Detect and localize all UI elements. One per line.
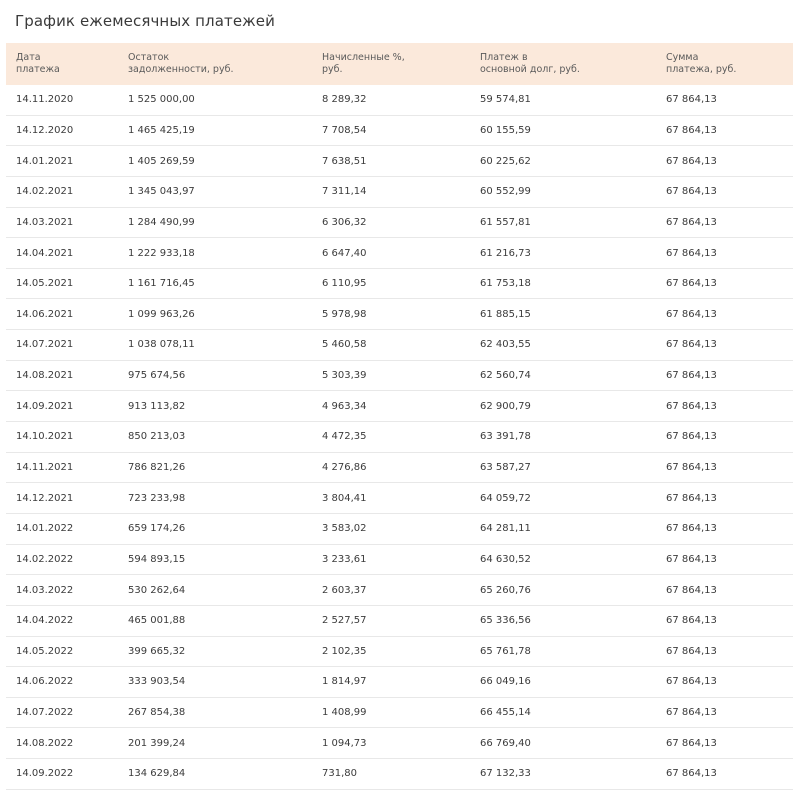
table-row xyxy=(6,146,793,177)
cell-accrued-interest: 7 311,14 xyxy=(322,186,367,198)
cell-principal-payment: 61 557,81 xyxy=(480,216,531,228)
cell-principal-payment: 64 630,52 xyxy=(480,553,531,565)
cell-accrued-interest: 3 804,41 xyxy=(322,492,367,504)
cell-total-payment: 67 864,13 xyxy=(666,523,717,535)
header-principal-payment: Платеж в основной долг, руб. xyxy=(480,52,580,75)
cell-principal-payment: 67 132,33 xyxy=(480,768,531,780)
cell-total-payment: 67 864,13 xyxy=(666,737,717,749)
cell-payment-date: 14.01.2022 xyxy=(16,523,74,535)
cell-accrued-interest: 7 708,54 xyxy=(322,124,367,136)
cell-debt-balance: 201 399,24 xyxy=(128,737,186,749)
cell-payment-date: 14.03.2021 xyxy=(16,216,74,228)
cell-payment-date: 14.10.2021 xyxy=(16,431,74,443)
cell-principal-payment: 66 049,16 xyxy=(480,676,531,688)
cell-payment-date: 14.08.2021 xyxy=(16,370,74,382)
cell-principal-payment: 60 552,99 xyxy=(480,186,531,198)
cell-payment-date: 14.08.2022 xyxy=(16,737,74,749)
table-row xyxy=(6,177,793,208)
cell-principal-payment: 62 403,55 xyxy=(480,339,531,351)
cell-payment-date: 14.06.2022 xyxy=(16,676,74,688)
table-row xyxy=(6,391,793,422)
cell-total-payment: 67 864,13 xyxy=(666,553,717,565)
header-accrued-interest: Начисленные %, руб. xyxy=(322,52,405,75)
cell-debt-balance: 850 213,03 xyxy=(128,431,186,443)
cell-total-payment: 67 864,13 xyxy=(666,676,717,688)
cell-principal-payment: 60 155,59 xyxy=(480,124,531,136)
cell-payment-date: 14.03.2022 xyxy=(16,584,74,596)
payment-schedule-table xyxy=(6,43,793,790)
cell-payment-date: 14.12.2020 xyxy=(16,124,74,136)
cell-total-payment: 67 864,13 xyxy=(666,431,717,443)
table-row xyxy=(6,637,793,668)
cell-total-payment: 67 864,13 xyxy=(666,707,717,719)
cell-principal-payment: 61 753,18 xyxy=(480,278,531,290)
cell-total-payment: 67 864,13 xyxy=(666,155,717,167)
cell-accrued-interest: 4 276,86 xyxy=(322,462,367,473)
cell-total-payment: 67 864,13 xyxy=(666,615,717,627)
cell-accrued-interest: 5 303,39 xyxy=(322,370,367,382)
table-row xyxy=(6,483,793,514)
table-body xyxy=(6,85,793,790)
table-header xyxy=(6,43,793,85)
cell-accrued-interest: 5 460,58 xyxy=(322,339,367,351)
cell-principal-payment: 65 260,76 xyxy=(480,584,531,596)
cell-payment-date: 14.07.2021 xyxy=(16,339,74,351)
cell-principal-payment: 63 391,78 xyxy=(480,431,531,443)
cell-payment-date: 14.09.2021 xyxy=(16,400,74,412)
table-row xyxy=(6,116,793,147)
header-debt-balance: Остаток задолженности, руб. xyxy=(128,52,234,75)
table-row xyxy=(6,299,793,330)
table-row xyxy=(6,575,793,606)
header-payment-date: Дата платежа xyxy=(16,52,60,75)
table-row xyxy=(6,361,793,392)
cell-debt-balance: 594 893,15 xyxy=(128,553,186,565)
cell-total-payment: 67 864,13 xyxy=(666,462,717,473)
table-row xyxy=(6,514,793,545)
cell-payment-date: 14.06.2021 xyxy=(16,308,74,320)
cell-payment-date: 14.04.2021 xyxy=(16,247,74,259)
cell-accrued-interest: 2 603,37 xyxy=(322,584,367,596)
cell-total-payment: 67 864,13 xyxy=(666,278,717,290)
cell-payment-date: 14.09.2022 xyxy=(16,768,74,780)
table-row xyxy=(6,453,793,484)
cell-accrued-interest: 6 110,95 xyxy=(322,278,367,290)
table-row xyxy=(6,422,793,453)
cell-accrued-interest: 1 408,99 xyxy=(322,707,367,719)
cell-payment-date: 14.07.2022 xyxy=(16,707,74,719)
cell-principal-payment: 62 560,74 xyxy=(480,370,531,382)
cell-debt-balance: 786 821,26 xyxy=(128,462,186,473)
cell-debt-balance: 333 903,54 xyxy=(128,676,186,688)
cell-total-payment: 67 864,13 xyxy=(666,124,717,136)
cell-payment-date: 14.02.2022 xyxy=(16,553,74,565)
cell-accrued-interest: 2 527,57 xyxy=(322,615,367,627)
cell-total-payment: 67 864,13 xyxy=(666,584,717,596)
cell-debt-balance: 1 099 963,26 xyxy=(128,308,195,320)
cell-principal-payment: 64 059,72 xyxy=(480,492,531,504)
cell-debt-balance: 975 674,56 xyxy=(128,370,186,382)
table-row xyxy=(6,759,793,790)
cell-debt-balance: 530 262,64 xyxy=(128,584,186,596)
cell-accrued-interest: 7 638,51 xyxy=(322,155,367,167)
cell-principal-payment: 59 574,81 xyxy=(480,94,531,106)
table-row xyxy=(6,208,793,239)
cell-payment-date: 14.05.2022 xyxy=(16,645,74,657)
cell-total-payment: 67 864,13 xyxy=(666,216,717,228)
header-total-payment: Сумма платежа, руб. xyxy=(666,52,737,75)
cell-debt-balance: 1 284 490,99 xyxy=(128,216,195,228)
cell-payment-date: 14.12.2021 xyxy=(16,492,74,504)
cell-principal-payment: 61 216,73 xyxy=(480,247,531,259)
cell-debt-balance: 1 161 716,45 xyxy=(128,278,195,290)
cell-principal-payment: 64 281,11 xyxy=(480,523,531,535)
cell-accrued-interest: 1 814,97 xyxy=(322,676,367,688)
cell-debt-balance: 723 233,98 xyxy=(128,492,186,504)
cell-debt-balance: 399 665,32 xyxy=(128,645,186,657)
cell-total-payment: 67 864,13 xyxy=(666,400,717,412)
cell-total-payment: 67 864,13 xyxy=(666,247,717,259)
cell-payment-date: 14.02.2021 xyxy=(16,186,74,198)
table-row xyxy=(6,606,793,637)
cell-accrued-interest: 6 647,40 xyxy=(322,247,367,259)
cell-debt-balance: 659 174,26 xyxy=(128,523,186,535)
cell-accrued-interest: 2 102,35 xyxy=(322,645,367,657)
cell-principal-payment: 65 761,78 xyxy=(480,645,531,657)
cell-total-payment: 67 864,13 xyxy=(666,768,717,780)
cell-accrued-interest: 3 233,61 xyxy=(322,553,367,565)
page-title: График ежемесячных платежей xyxy=(15,12,275,30)
table-row xyxy=(6,269,793,300)
cell-debt-balance: 465 001,88 xyxy=(128,615,186,627)
cell-total-payment: 67 864,13 xyxy=(666,186,717,198)
cell-payment-date: 14.11.2020 xyxy=(16,94,74,106)
cell-accrued-interest: 5 978,98 xyxy=(322,308,367,320)
cell-total-payment: 67 864,13 xyxy=(666,308,717,320)
cell-debt-balance: 1 465 425,19 xyxy=(128,124,195,136)
cell-principal-payment: 61 885,15 xyxy=(480,308,531,320)
cell-accrued-interest: 4 472,35 xyxy=(322,431,367,443)
cell-debt-balance: 1 222 933,18 xyxy=(128,247,195,259)
cell-total-payment: 67 864,13 xyxy=(666,645,717,657)
cell-accrued-interest: 6 306,32 xyxy=(322,216,367,228)
cell-debt-balance: 1 405 269,59 xyxy=(128,155,195,167)
cell-principal-payment: 63 587,27 xyxy=(480,462,531,473)
cell-total-payment: 67 864,13 xyxy=(666,94,717,106)
cell-debt-balance: 913 113,82 xyxy=(128,400,186,412)
table-row xyxy=(6,667,793,698)
cell-debt-balance: 1 038 078,11 xyxy=(128,339,195,351)
cell-accrued-interest: 1 094,73 xyxy=(322,737,367,749)
cell-debt-balance: 1 525 000,00 xyxy=(128,94,195,106)
cell-total-payment: 67 864,13 xyxy=(666,339,717,351)
cell-debt-balance: 134 629,84 xyxy=(128,768,186,780)
table-row xyxy=(6,330,793,361)
cell-principal-payment: 66 769,40 xyxy=(480,737,531,749)
table-row xyxy=(6,238,793,269)
cell-total-payment: 67 864,13 xyxy=(666,492,717,504)
table-row xyxy=(6,698,793,729)
table-row xyxy=(6,728,793,759)
cell-accrued-interest: 3 583,02 xyxy=(322,523,367,535)
cell-accrued-interest: 731,80 xyxy=(322,768,357,780)
cell-principal-payment: 65 336,56 xyxy=(480,615,531,627)
cell-payment-date: 14.01.2021 xyxy=(16,155,74,167)
cell-accrued-interest: 4 963,34 xyxy=(322,400,367,412)
table-row xyxy=(6,85,793,116)
cell-payment-date: 14.11.2021 xyxy=(16,462,74,473)
table-row xyxy=(6,545,793,576)
cell-principal-payment: 66 455,14 xyxy=(480,707,531,719)
cell-payment-date: 14.04.2022 xyxy=(16,615,74,627)
cell-principal-payment: 62 900,79 xyxy=(480,400,531,412)
cell-total-payment: 67 864,13 xyxy=(666,370,717,382)
cell-debt-balance: 1 345 043,97 xyxy=(128,186,195,198)
cell-principal-payment: 60 225,62 xyxy=(480,155,531,167)
cell-debt-balance: 267 854,38 xyxy=(128,707,186,719)
cell-accrued-interest: 8 289,32 xyxy=(322,94,367,106)
cell-payment-date: 14.05.2021 xyxy=(16,278,74,290)
